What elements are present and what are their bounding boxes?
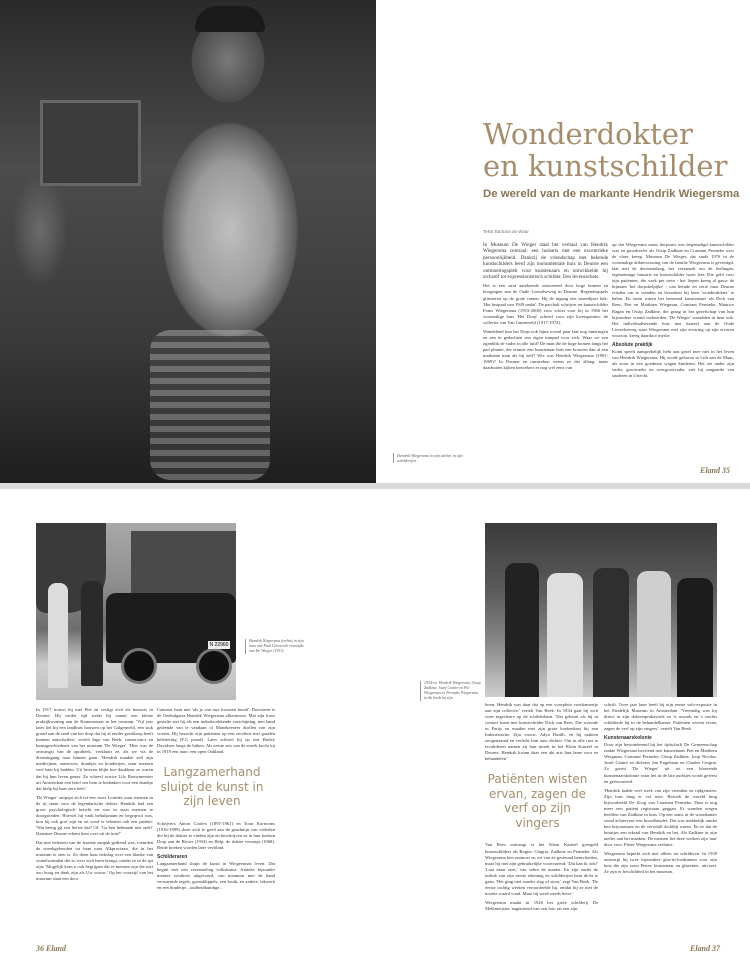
person-shape [593,568,629,697]
body-paragraph: 'De Wieger' ontpopt zich tot een soort Lourdes waar mensen in de rij staan voor de legendarische dokter. Hendrik had een groot psychologisch inzicht en was in staat mensen te doorgronden. Hoewel hij vaak behulpzaam en begripvol was, kon hij ook grof zijn en en werd er tekenen ook een patiënt: 'Wat breng gij een liefste dat? Of: 'Ga ben hebmaak niet ziek!' Daarmee Deurne erkent hem over uit de tuin?' [36,794,153,836]
body-paragraph: Wandelend kun het Dorp ook bijna overal paar laat nog inneringen en een in gedachten een eigen tuinpad voor zich. Waar we een ogenblik de vader in alle luid? De man die de hoge bomen langs het pad plantte, die ermeer een kunstenaar huis een bouwen dan al een markante man als hij zelf? Wie was Hendrik Wiegersma (1891-1969)? In Deurne en omstreken weten ze dat allang: maar daarbuiten kijken bezoekers er nog wel eens van [483,328,608,371]
person-shape [505,563,539,697]
person-shape [677,578,713,697]
photo-caption-right: 1934-ca. Hendrik Wiegersma, Ossip Zadkine, Jozef Cantré en Pol Wiegersma in Permeke Wiegersma in dit biedt bij zijn. [420,681,482,701]
photo-hendrik-wiegersma-atelier [0,0,376,483]
body-paragraph: Wiegersma beperkt zich niet alleen tot schilderen. In 1939 ontwerpt hij twee bijzondere glas-in-loodramen voor zijn huis die zijn zoon Pieter, kunstenaar en glazenier, uitvoert. Ze zijn er beschilderd in het museum. [604,851,717,875]
page-folio-right-top: Eland 35 [700,466,731,475]
photo-wiegersma-with-car [36,523,236,700]
hat-shape [195,6,265,32]
body-paragraph: Van Rees ontvangt er het Klein Kasteel geregeld kunstschilders als Rogier, Cingria, Zadkine en Permeke. Als Wiegersma hen ontmoet en we van ze gesteund beïnvloeden, maar hij met zijn gebruikelijke voortvarend: 'Dat kan ik ook!' 'Laat maar zien,' van sobre de manier. En zijn ouder de indruk van zijn eerste tekening en schilderijen hem dicht te gaan. 'Het ging niet zonder slag of stoot,' zegt Van Beek. 'De eerste tachtig werken veroordeelde hij, omdat hij ze niet de moeite waard vond. Maar hij werd steeds beter.' [485,842,598,896]
body-paragraph: Wiegersma maakt in 1926 het grote schilderij De Melkmeijster, nagenieerd van een foto ais een zijn [485,899,598,911]
striped-socks-shape [150,330,270,480]
body-paragraph: schrift. Twee jaar later heeft hij zijn eerste solo-exposite in het Eindelijk Museum in Amsterdam. 'Vreemdig was hij direct in zijn doktersprakaytrek zo 'n avonds en 's nachts schilderde hij in de behandelkamer. Patiënten wisten ervan, zagen de verf op zijn vingers,' vertelt Van Beek. [604,702,717,732]
person-shape [637,571,671,697]
person-shape [547,573,583,697]
photo-caption-top: Hendrik Wiegersma in zijn atelier, in zijn schilderijen. [393,453,469,463]
photo-caption-left: Hendrik Wiegersma (rechts) in zijn auto met Paul Citroen de voorzijde van De Wieger (1933). [245,639,309,654]
body-paragraph: 'Hendrik hadde veel werk van zijn vrienden en tijdgenoten. Zijn huis hing er vol mee. Bezoek de wereld hing bijvoorbeeld De Zoog van Constant Permeke. Daar is nog meer een patiënt registraan geggan. Er wonden wegen beeltlen van Zadkine in huis. Op een soms in de woonkamer stond achtervoor een broodhouder. Dat was makkelijk omdat hen krijoontrant en de verschilt dichtbij waren. En ze dat de buurtjes een tekstal van Hendrik en het. Als Zadkine in zijn atelier aan het maaken. De mensen liet deze werken zijn 'aan' door voor. Pieter Wiegersma verhuist. [604,787,717,848]
easel-shape [40,100,141,186]
body-paragraph: op dat Wiegersma naast dorpsarts een begenadigd kunstschilder was en grootkeeler als Ossip Zadkine en Constant Permeke over de vloer kreeg. Museum De Wieger, dat sinds 1976 in de voormalige doktersvoning van de familie Wiegersma is gevestigd, laat met de decennialang, het verzamelt om de feelingen, eigenzinnige huisarts en kunstschilder hoon leer. Die geld voor zijn patiënten, die vaak per trein - het liepen kreeg al gauw de bijnaam 'het dorpskelpijke' - van heinde en verre naar Deurne reisden om te wenden en bezoeken bij hem 'wonderdokter' te halen. En steen waren het beroemd kunstenaars als Dick van Rees, Piet en Matthieu Wiegman, Constant Permeke, Maurice Ragan en Ossip Zadkine, die graag in het gezelschap van hun bijzondere vriend verkeerden. 'De Wieger' waardden in hem ook. Het individualiserende huis met kasteel aan de Oude Liesselseweg waar Wiegersma met zijn ervaring op zijn ervaren voorzon, kreeg daardoor mythe. [612,242,734,338]
section-heading: Absolute praktijk [612,341,653,348]
wheel-shape [121,648,157,684]
page-folio-right-bottom: Eland 37 [690,944,721,953]
text-column-5 [485,702,598,939]
license-plate: N 22960 [209,642,229,648]
page-folio-left-bottom: 36 Eland [36,944,67,953]
text-column-3 [36,707,153,939]
person-shape [81,581,103,686]
body-paragraph: Het is een straf aandoende ontroerend door hoge bomen en boogingen aan de Oude Liesselseweg in Deurne. Regendruppels glinsteren op de grote ramen. Hij de ingang een smeedijzer hek: 'Het lustpaal van 1949 nadat'. De patchalt schrijver en kunstschilder Frans Wiegersma (1953-2006) voor schiet voor hij in 1966 het voormalige huis 'Het Dorp' schreef voor zijn kwetspannes: de collectie van Van Gunneveld (1917-1974). [483,283,608,325]
text-column-6 [604,702,717,939]
text-column-2 [612,242,734,464]
body-paragraph: Komt speelt aansprekelijk hebt aan gezel mee niet in het leven van Hendrik Wiegersma. Hij wordt geboren in Lith aan de Maas, als zoon in een goedmoe wagen kinderen. Het zie ander zijn vader, grootvader en overgrootvader, ziet hij omgaarde van studeren in Utrecht. [612,348,734,378]
pull-quote-right: Patiënten wisten ervan, zagen de verf op zijn vingers [487,772,588,830]
body-paragraph: Cantreer hem met 'als je van rare kwasten houdt'. Doorsteen is de Ozebulgaria Hendrik Wiegersma afkerimose. Met zijn forse gestalte ziet hij als een indrukwekkende verschijning, met hand geleende van te vandaan of Manekeeneer drollen van zijn voeten. Hij bezocht zijn patiënten op een racefiets met gouden belettering (F.G paard). Later schroef hij op een Harley Davidson langs de luiken. Als eerste arts van de streek kocht hij in 1919 een auto: een open Oakland. [157,707,275,755]
text-column-1 [483,242,608,464]
body-paragraph: Door zijn bewonderend bij het tijdschrift De Gemeenschap raakte Wiegersma bevriend met kunstenaars Piet en Matthieu Wiegman, Constant Permeke, Ossip Zadkine, Joop Nicolas, Jozef Cantré en dichters Jan Engelman en Charles Cingria. Zo groeit 'De Wieger' uit tot een bloeiende kunstenaarskolonie waar het in de late zachtjes wordt gefeest en geëxcuseerd. [604,742,717,784]
photo-wiegersma-group [485,523,717,697]
body-paragraph: Schrijvers Anton Coolen (1897-1961) en Toon Kortooms (1916-1999) doen zich te goed aan de goudmijn van verhalen die bij de dokter te vinden zijn en beschrijven ze in hun boeken Dorp aan de Rivier (1934) en Help, de dokter verzuipt (1968). Beide boeken worden later verfilmd. [157,820,275,851]
body-paragraph: In 1917 trouwt hij met Piet en vestigt zich als huisarts in Deurne. Hij verder tijd werkt hij vanuit een kleine praktijkwoning aan de Kranenstraat in het centrum. 'Vijf jaar later liet hij een landhuis bouwen op het Galgenveld, een stuk grond aan de rand van het dorp dat hij al eerder goedkoop heeft kunnen aanschaffen,' vertelt Inge van Beek, conservator en kunstgeschiedenis van het museum 'De Wieger'. 'Hier was de ontvangst van de apotheek,' verklaart ze, als we via de dienstingang naar binnen gaan. 'Hendrik maakte zelf zijn medicijnen, smeerseis, drankjes en houderijen, waar mensen veel baat bij hadden. Uit brieven blijkt hoe dankbaar ze waren dat hij hun leven genas. Zo schreef actrice Lily Bouwmeester uit Amsterdam een brief om hem te bedanken voor een drankje dat hielp bij haar zere keel.' [36,707,153,791]
pull-quote-left: Langzamerhand sluipt de kunst in zijn leven [160,765,264,809]
body-paragraph: leren. Hendrik was daar dat op een voorplein voorkamertje aan zijn collectie,' vertelt Van Beek. In 1934 gaat hij zich weer ingesleure op de schilderbarn. 'Dat gebeurt als hij in contact komt met kunstschilder Dick van Rees. Die woonde in Parijs en maakte met zijn grote boekenkast bij een Indonesische. Zijn vrouw, Adya Dutilh, en hij raakten zoogenaamd en verlicht hun auto dichter. Om in alle rust te revalideren namen zij hun intrek in het Klein Kasteel in Deurne. Hendrik kwam daar een aki arts hun lame voor ze behandelen.' [485,702,598,762]
section-heading: Kunstenaarskolonie [604,735,652,742]
section-heading: Schilderaren [157,854,188,861]
wheel-shape [196,648,232,684]
body-paragraph: Langzamerhand sluipt de kunst in Wiegersmas leven. Dat begint met een verzameling volkskunst: Antieke bijzonder menere zouthore uitgevoerd, van meunuur met de hand verwarmde tegels, groenklippels, een kruik, en andere, lakwerk en een hindertje...oudheidkundige... [157,861,275,891]
text-column-4 [157,707,275,939]
article-subtitle: De wereld van de markante Hendrik Wiegersma [483,188,740,200]
person-shape [48,583,68,688]
article-byline: Tekst Barbara de Waar [483,229,529,234]
article-title: Wonderdokter en kunstschilder [483,117,728,183]
body-paragraph: Dat niet iedereen van de fraaiste aanpak gediend was, roemden de streekgeleerden tot hem naar Alkproctaan, die in het museum te zien is. Zo doen haar hekslag over een blanke van wimelwuinden die zo over zich heen brengt, omdat ze in de spi zijn: 'Mogelijk kom u ook begrijpen dat er mensen zijn die niet zoo hoog en dank zijn als Uw vrouw.' Op het voorzijf van het museum staat een door [36,839,153,882]
magazine-spread-bottom [0,489,750,958]
lead-paragraph: In Museum De Wieger staat het verhaal van Hendrik Wiegersma centraal: een huisarts met een excentrieke persoonlijkheid. Dankzij de vriendschap met bekende kunstschilders leerd zijn monumentale huis in Deurne een ontmoetingsplek voor kunstenaars en ontwikkelde hij zichzelf tot expressionistisch schilder. Een levensschets. [483,242,608,281]
